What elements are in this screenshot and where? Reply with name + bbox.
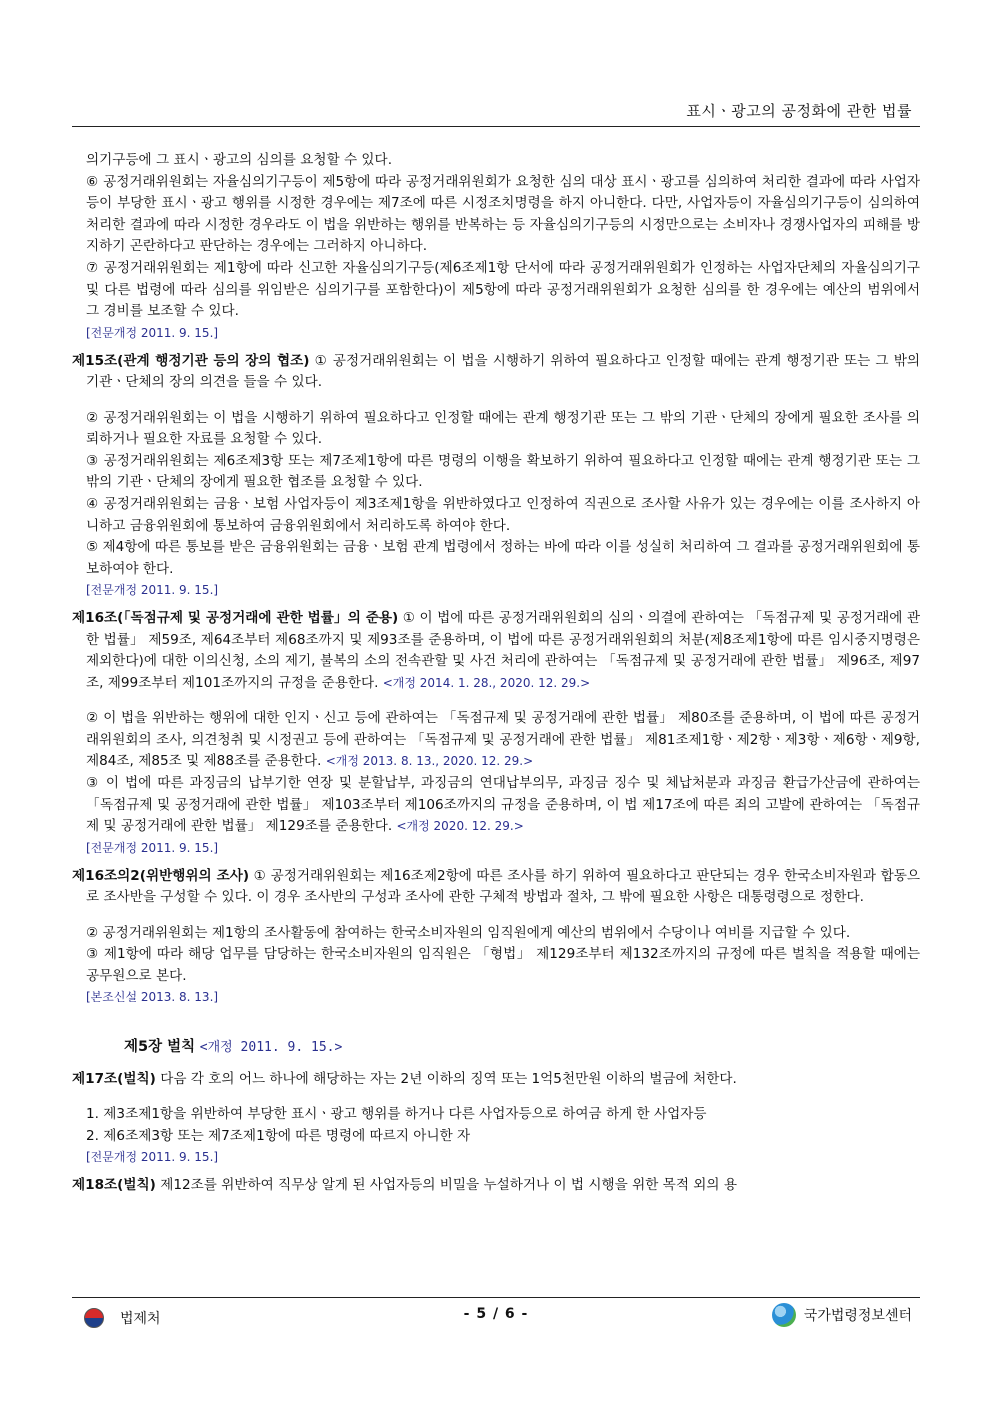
- article-14-paragraph-6: ⑥ 공정거래위원회는 자율심의기구등이 제5항에 따라 공정거래위원회가 요청한 심의 대상 표시ㆍ광고를 심의하여 처리한 결과에 따라 사업자등이 부당한 표시ㆍ광고 행위를 시정한 경우에는 제7조에 따른 시정조치명령을 하지 아니한다. 다만, 사업자등이 자율심의기구등이 심의하여 처리한 결과에 따라 시정한 경우라도 이 법을 위반하는 행위를 반복하는 등 자율심의기구등의 시정만으로는 소비자나 경쟁사업자의 피해를 방지하기 곤란하다고 판단하는 경우에는 그러하지 아니하다.: [86, 173, 920, 255]
- article-16-paragraph-3: [86, 773, 920, 838]
- document-title: 표시ㆍ광고의 공정화에 관한 법률: [686, 102, 912, 120]
- enactment-note: [본조신설 2013. 8. 13.]: [86, 990, 219, 1005]
- article-15-paragraph-3: ③ 공정거래위원회는 제6조제3항 또는 제7조제1항에 따른 명령의 이행을 확보하기 위하여 필요하다고 인정할 때에는 관계 행정기관 또는 그 밖의 기관ㆍ단체의 장에게 필요한 협조를 요청할 수 있다.: [86, 452, 920, 491]
- article-heading: 제16조(「독점규제 및 공정거래에 관한 법률」의 준용): [72, 610, 399, 627]
- document-body: [72, 150, 920, 1211]
- article-17-item-1: 1. 제3조제1항을 위반하여 부당한 표시ㆍ광고 행위를 하거나 다른 사업자등으로 하여금 하게 한 사업자등: [86, 1106, 707, 1123]
- article-text: 제12조를 위반하여 직무상 알게 된 사업자등의 비밀을 누설하거나 이 법 시행을 위한 목적 외의 용: [155, 1177, 737, 1194]
- article-text: ① 공정거래위원회는 이 법을 시행하기 위하여 필요하다고 인정할 때에는 관계 행정기관 또는 그 밖의 기관ㆍ단체의 장의 의견을 들을 수 있다.: [86, 352, 920, 391]
- article-heading: 제18조(벌칙): [72, 1177, 156, 1194]
- revision-note: [전문개정 2011. 9. 15.]: [86, 840, 219, 855]
- article-text: ① 이 법에 따른 공정거래위원회의 심의ㆍ의결에 관하여는 「독점규제 및 공정거래에 관한 법률」 제59조, 제64조부터 제68조까지 및 제93조를 준용하며, 이 법에 따른 공정거래위원회의 처분(제8조제1항에 따른 임시중지명령은 제외한다)에 대한 이의신청, 소의 제기, 불복의 소의 전속관할 및 사건 처리에 관하여는 「독점규제 및 공정거래에 관한 법률」 제96조, 제97조, 제99조부터 제101조까지의 규정을 준용한다.: [86, 610, 920, 692]
- article-heading: 제17조(벌칙): [72, 1070, 156, 1087]
- article-heading: 제16조의2(위반행위의 조사): [72, 867, 250, 884]
- article-text: ① 공정거래위원회는 제16조제2항에 따른 조사를 하기 위하여 필요하다고 판단되는 경우 한국소비자원과 합동으로 조사반을 구성할 수 있다. 이 경우 조사반의 구성과 조사에 관한 구체적 방법과 절차, 그 밖에 필요한 사항은 대통령령으로 정한다.: [86, 867, 920, 906]
- source-name: 국가법령정보센터: [803, 1308, 912, 1324]
- chapter-amendment-note: <개정 2011. 9. 15.>: [199, 1040, 343, 1056]
- article-16: [72, 608, 920, 694]
- article-heading: 제15조(관계 행정기관 등의 장의 협조): [72, 352, 310, 369]
- article-text: 다음 각 호의 어느 하나에 해당하는 자는 2년 이하의 징역 또는 1억5천만원 이하의 벌금에 처한다.: [155, 1070, 737, 1087]
- amendment-note: <개정 2014. 1. 28., 2020. 12. 29.>: [382, 676, 591, 691]
- article-15-paragraph-2: ② 공정거래위원회는 이 법을 시행하기 위하여 필요하다고 인정할 때에는 관계 행정기관 또는 그 밖의 기관ㆍ단체의 장에게 필요한 조사를 의뢰하거나 필요한 자료를 요청할 수 있다.: [86, 409, 920, 448]
- globe-logo-icon: [772, 1303, 796, 1327]
- article-15-paragraph-5: ⑤ 제4항에 따른 통보를 받은 금융위원회는 금융ㆍ보험 관계 법령에서 정하는 바에 따라 이를 성실히 처리하여 그 결과를 공정거래위원회에 통보하여야 한다.: [86, 539, 920, 577]
- article-17: [72, 1069, 920, 1091]
- paragraph-text: ③ 이 법에 따른 과징금의 납부기한 연장 및 분할납부, 과징금의 연대납부의무, 과징금 징수 및 체납처분과 과징금 환급가산금에 관하여는 「독점규제 및 공정거래에 관한 법률」 제103조부터 제106조까지의 규정을 준용하며, 이 법 제17조에 따른 죄의 고발에 관하여는 「독점규제 및 공정거래에 관한 법률」 제129조를 준용한다.: [86, 775, 920, 835]
- article-17-item-2: 2. 제6조제3항 또는 제7조제1항에 따른 명령에 따르지 아니한 자: [86, 1127, 471, 1144]
- amendment-note: <개정 2020. 12. 29.>: [396, 819, 524, 834]
- article-14-continuation: 의기구등에 그 표시ㆍ광고의 심의를 요청할 수 있다.: [86, 152, 393, 168]
- footer-source: [772, 1303, 912, 1327]
- paragraph-text: ② 이 법을 위반하는 행위에 대한 인지ㆍ신고 등에 관하여는 「독점규제 및 공정거래에 관한 법률」 제80조를 준용하며, 이 법에 따른 공정거래위원회의 조사, 의견청취 및 시정권고 등에 관하여는 「독점규제 및 공정거래에 관한 법률」 제81조제1항ㆍ제2항ㆍ제3항ㆍ제6항ㆍ제9항, 제84조, 제85조 및 제88조를 준용한다.: [86, 710, 920, 770]
- revision-note: [전문개정 2011. 9. 15.]: [86, 583, 219, 598]
- revision-note: [전문개정 2011. 9. 15.]: [86, 325, 219, 340]
- article-15-paragraph-4: ④ 공정거래위원회는 금융ㆍ보험 사업자등이 제3조제1항을 위반하였다고 인정하여 직권으로 조사할 사유가 있는 경우에는 이를 조사하지 아니하고 금융위원회에 통보하여 금융위원회에서 처리하도록 하여야 한다.: [86, 495, 920, 534]
- article-16-2: [72, 866, 920, 909]
- article-14-paragraph-7: ⑦ 공정거래위원회는 제1항에 따라 신고한 자율심의기구등(제6조제1항 단서에 따라 공정거래위원회가 인정하는 사업자단체의 자율심의기구 및 다른 법령에 따라 심의를 위임받은 심의기구를 포함한다)이 제5항에 따라 공정거래위원회가 요청한 심의를 한 경우에는 예산의 범위에서 그 경비를 보조할 수 있다.: [86, 259, 920, 320]
- article-16-paragraph-2: [86, 708, 920, 773]
- chapter-heading: [124, 1037, 920, 1059]
- publisher-name: 법제처: [120, 1311, 161, 1327]
- header-divider: [72, 126, 920, 127]
- page-number: - 5 / 6 -: [463, 1306, 529, 1322]
- article-16-2-paragraph-3: ③ 제1항에 따라 해당 업무를 담당하는 한국소비자원의 임직원은 「형법」 제129조부터 제132조까지의 규정에 따른 벌칙을 적용할 때에는 공무원으로 본다.: [86, 946, 920, 984]
- amendment-note: <개정 2013. 8. 13., 2020. 12. 29.>: [325, 754, 534, 769]
- footer-divider: [72, 1297, 920, 1298]
- article-15: [72, 351, 920, 394]
- chapter-title: 제5장 벌칙: [124, 1039, 196, 1056]
- article-16-2-paragraph-2: ② 공정거래위원회는 제1항의 조사활동에 참여하는 한국소비자원의 임직원에게 예산의 범위에서 수당이나 여비를 지급할 수 있다.: [86, 924, 851, 941]
- article-18: [72, 1175, 920, 1197]
- revision-note: [전문개정 2011. 9. 15.]: [86, 1150, 219, 1165]
